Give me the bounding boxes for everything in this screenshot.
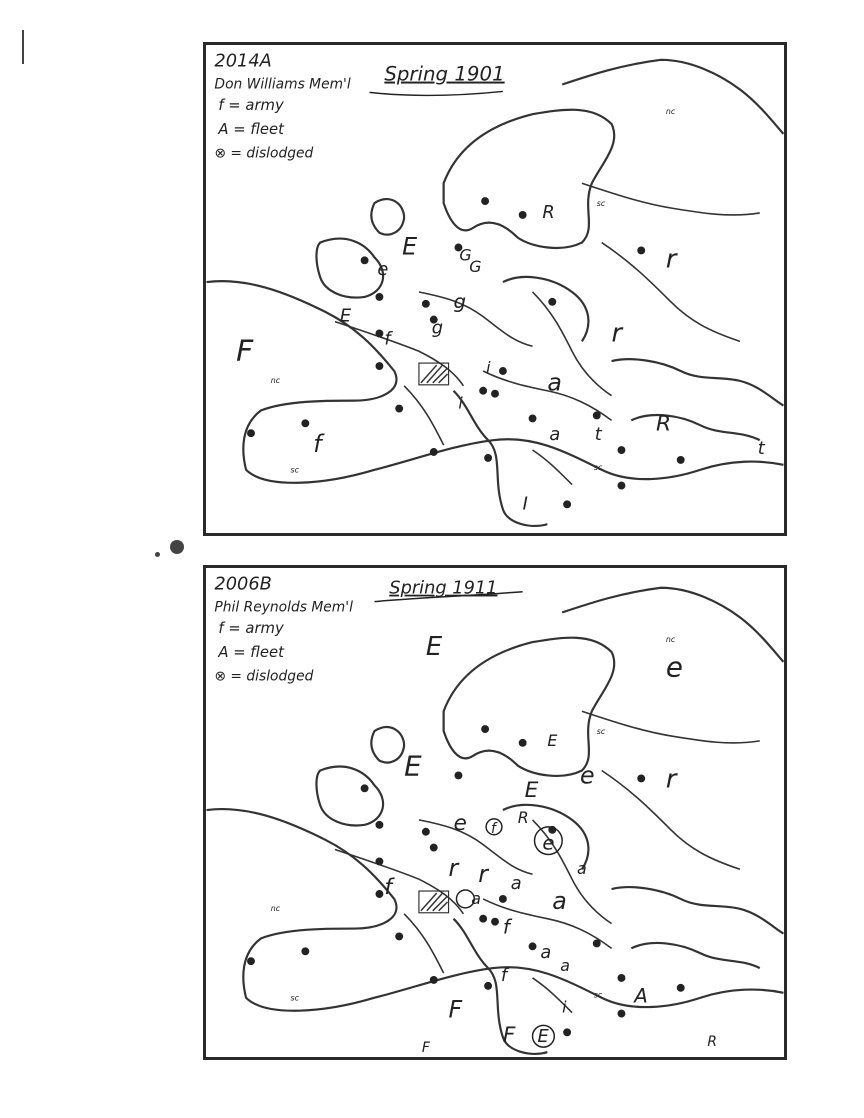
unit-marker: e [665,650,683,684]
unit-marker: E [339,305,352,327]
season-label: Spring 1901 [384,62,505,86]
unit-marker: a [471,888,481,908]
legend-army: f = army [218,97,284,115]
unit-marker: R [707,1034,718,1051]
unit-marker: a [552,886,567,915]
supply-centers-top [247,197,685,508]
season-label: Spring 1911 [389,577,498,599]
coast-label: nc [270,903,281,913]
unit-marker: i [562,997,567,1017]
coast-label: sc [290,465,299,475]
europe-map-svg-bottom [206,568,784,1057]
coast-label: sc [593,990,603,1000]
unit-marker: A [634,984,648,1008]
game-id: 2006B [214,573,272,595]
unit-marker: f [502,915,510,939]
unit-marker: E [524,778,539,804]
unit-marker: f [500,964,508,986]
legend-dislodged: ⊗ = dislodged [214,668,314,685]
unit-marker: e [377,259,389,281]
unit-marker: E [547,730,558,750]
unit-marker: a [576,859,587,879]
unit-marker: F [448,995,463,1024]
unit-marker: r [448,854,459,883]
unit-marker: R [517,807,529,827]
unit-marker: E [402,232,418,261]
unit-marker: t [757,437,765,459]
unit-marker: R [656,411,672,437]
unit-marker: r [478,860,488,889]
unit-marker: r [611,318,623,349]
coast-label: nc [665,635,676,645]
coast-label: sc [596,726,606,736]
unit-marker: g [431,317,444,339]
unit-marker: G [459,245,472,265]
unit-markers-top [236,202,766,514]
unit-marker: E [425,631,443,662]
unit-marker: a [540,942,552,964]
ink-blot [170,540,184,554]
unit-marker: F [421,1040,430,1057]
player-name: Don Williams Mem'l [214,76,351,93]
coast-label: sc [290,993,299,1003]
player-name: Phil Reynolds Mem'l [214,599,353,616]
legend-fleet: A = fleet [218,120,284,138]
unit-marker: G [469,257,482,277]
unit-marker: i [458,393,463,413]
unit-marker: a [547,368,562,397]
legend-fleet: A = fleet [218,643,284,661]
unit-marker: a [510,873,522,895]
unit-marker: F [236,333,254,369]
unit-marker: R [542,201,555,223]
unit-marker: F [502,1023,516,1049]
legend-dislodged: ⊗ = dislodged [214,145,314,162]
diplomacy-map-bottom [203,565,787,1060]
unit-marker: f [313,429,322,458]
coast-label: sc [596,199,606,209]
unit-marker: f [491,820,496,837]
unit-marker: f [384,875,393,900]
unit-marker: i [486,357,491,377]
coast-label: sc [593,462,603,472]
game-id: 2014A [214,50,272,72]
unit-marker: g [453,289,467,313]
unit-marker: E [537,1026,549,1048]
unit-marker: e [453,810,467,836]
unit-marker: a [549,424,561,446]
ink-spot [155,552,160,557]
unit-marker: r [665,764,677,795]
scan-mark [22,30,24,64]
coast-label: nc [665,107,676,117]
unit-marker: e [579,761,595,790]
coast-label: nc [270,375,281,385]
europe-map-svg-top [206,45,784,533]
diplomacy-map-top [203,42,787,536]
legend-army: f = army [218,620,284,638]
unit-marker: E [404,749,422,783]
unit-marker: a [560,956,570,976]
unit-marker: e [542,831,555,855]
supply-centers-bottom [247,725,685,1036]
unit-marker: t [594,424,602,446]
unit-marker: I [522,493,528,515]
unit-marker: r [665,244,677,275]
unit-marker: f [384,328,391,350]
